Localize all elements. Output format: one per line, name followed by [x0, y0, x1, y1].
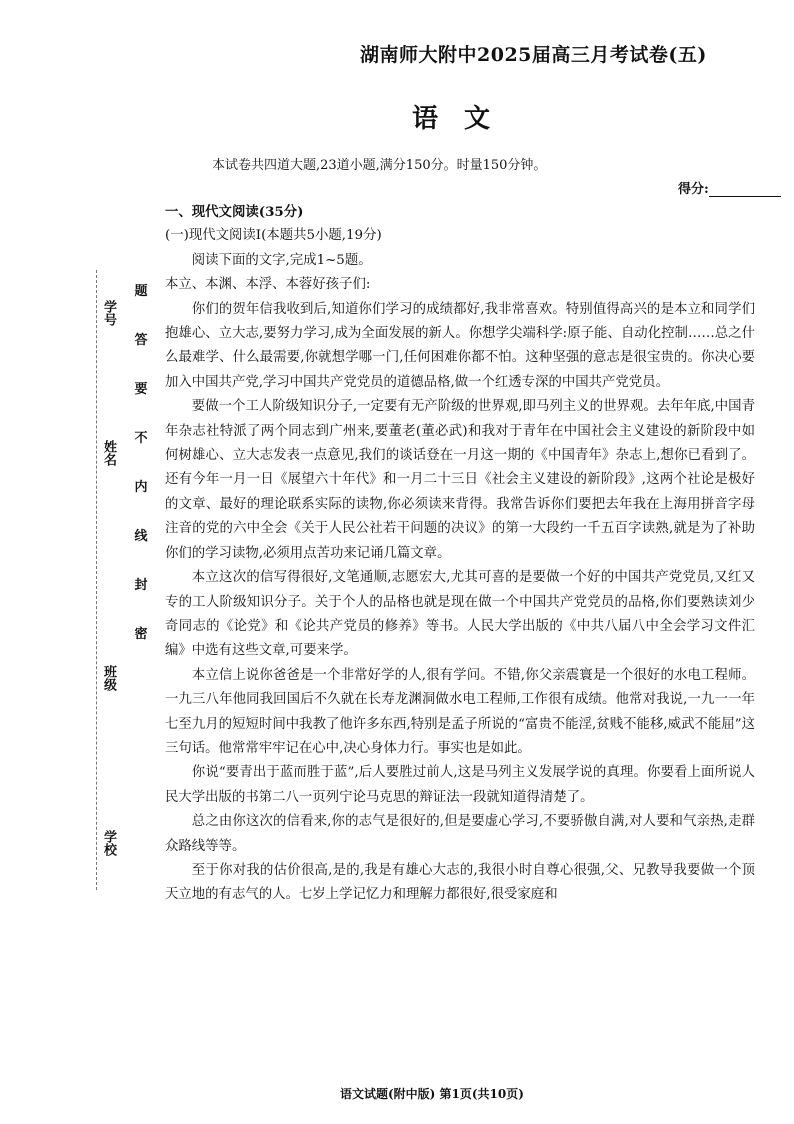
score-label: 得分: [678, 182, 709, 197]
section-heading: 一、现代文阅读(35分) [165, 204, 304, 220]
seal-char: 封 [134, 578, 148, 593]
reading-section [165, 200, 755, 908]
binding-dashed-line [96, 270, 137, 890]
letter-paragraph: 总之由你这次的信看来,你的志气是很好的,但是要虚心学习,不要骄傲自满,对人要和气亲热,走群众路线等等。 [165, 814, 755, 854]
score-field [678, 178, 781, 197]
letter-paragraph: 至于你对我的估价很高,是的,我是有雄心大志的,我很小时自尊心很强,父、兄教导我要做一个顶天立地的有志气的人。七岁上学记忆力和理解力都很好,很受家庭和 [165, 862, 755, 903]
section-subheading: (一)现代文阅读Ⅰ(本题共5小题,19分) [165, 228, 382, 244]
school-field [100, 830, 116, 856]
student-number-label: 学号 [101, 300, 116, 326]
student-name-field [100, 440, 116, 466]
seal-char: 不 [134, 431, 148, 446]
letter-paragraph: 本立信上说你爸爸是一个非常好学的人,很有学问。不错,你父亲震寰是一个很好的水电工程师。一九三八年他同我回国后不久就在长寿龙渊洞做水电工程师,工作很有成绩。他常对我说,一九一一年七至九月的短短时间中我教了他许多东西,特别是孟子所说的“富贵不能淫,贫贱不能移,威武不能屈”这三句话。他常常牢牢记在心中,决心身体力行。事实也是如此。 [165, 667, 755, 756]
seal-char: 密 [134, 627, 148, 642]
score-blank[interactable] [709, 184, 781, 197]
seal-text-column [133, 280, 149, 642]
letter-paragraph: 本立这次的信写得很好,文笔通顺,志愿宏大,尤其可喜的是要做一个好的中国共产党党员,又红又专的工人阶级知识分子。关于个人的品格也就是现在做一个中国共产党党员的品格,你们要熟读刘少奇同志的《论党》和《论共产党员的修养》等书。人民大学出版的《中共八届八中全会学习文件汇编》中选有这些文章,可要来学。 [165, 570, 755, 659]
subject-title: 语文 [412, 104, 517, 134]
student-name-label: 姓名 [101, 440, 116, 466]
seal-char: 内 [134, 480, 148, 495]
seal-char: 线 [134, 529, 148, 544]
instruction-text: 阅读下面的文字,完成1~5题。 [191, 252, 372, 268]
letter-paragraph: 要做一个工人阶级知识分子,一定要有无产阶级的世界观,即马列主义的世界观。去年年底,中国青年杂志社特派了两个同志到广州来,要董老(董必武)和我对于青年在中国社会主义建设的新阶段中如何树雄心、立大志发表一点意见,我们的谈话登在一月这一期的《中国青年》杂志上,想你已看到了。还有今年一月一日《展望六十年代》和一月二十三日《社会主义建设的新阶段》,这两个社论是极好的文章、最好的理论联系实际的读物,你必须读来背得。我常告诉你们要把去年我在上海用拼音字母注音的党的六中全会《关于人民公社若干问题的决议》的第一大段约一千五百字读熟,就是为了补助你们的学习读物,必须用点苦功来记诵几篇文章。 [165, 399, 755, 561]
letter-paragraph: 你们的贺年信我收到后,知道你们学习的成绩都好,我非常喜欢。特别值得高兴的是本立和同学们抱雄心、立大志,要努力学习,成为全面发展的新人。你想学尖端科学:原子能、自动化控制……总之什么最难学、什么最需要,你就想学哪一门,任何困难你都不怕。这种坚强的意志是很宝贵的。你决心要加入中国共产党,学习中国共产党党员的道德品格,做一个红透专深的中国共产党党员。 [165, 301, 755, 390]
class-label: 班级 [101, 665, 116, 691]
letter-paragraph: 你说“要青出于蓝而胜于蓝”,后人要胜过前人,这是马列主义发展学说的真理。你要看上面所说人民大学出版的书第二八一页列宁论马克思的辩证法一段就知道得清楚了。 [165, 765, 755, 805]
seal-char: 要 [134, 382, 148, 397]
seal-char: 题 [134, 284, 148, 299]
school-label: 学校 [101, 830, 116, 856]
page-footer: 语文试题(附中版) 第1页(共10页) [340, 1087, 524, 1101]
letter-salutation: 本立、本渊、本浮、本蓉好孩子们: [165, 277, 371, 293]
seal-char: 答 [134, 333, 148, 348]
exam-title: 湖南师大附中2025届高三月考试卷(五) [360, 44, 707, 66]
class-field [100, 665, 116, 691]
student-number-field [100, 300, 116, 326]
exam-info: 本试卷共四道大题,23道小题,满分150分。时量150分钟。 [212, 158, 547, 173]
